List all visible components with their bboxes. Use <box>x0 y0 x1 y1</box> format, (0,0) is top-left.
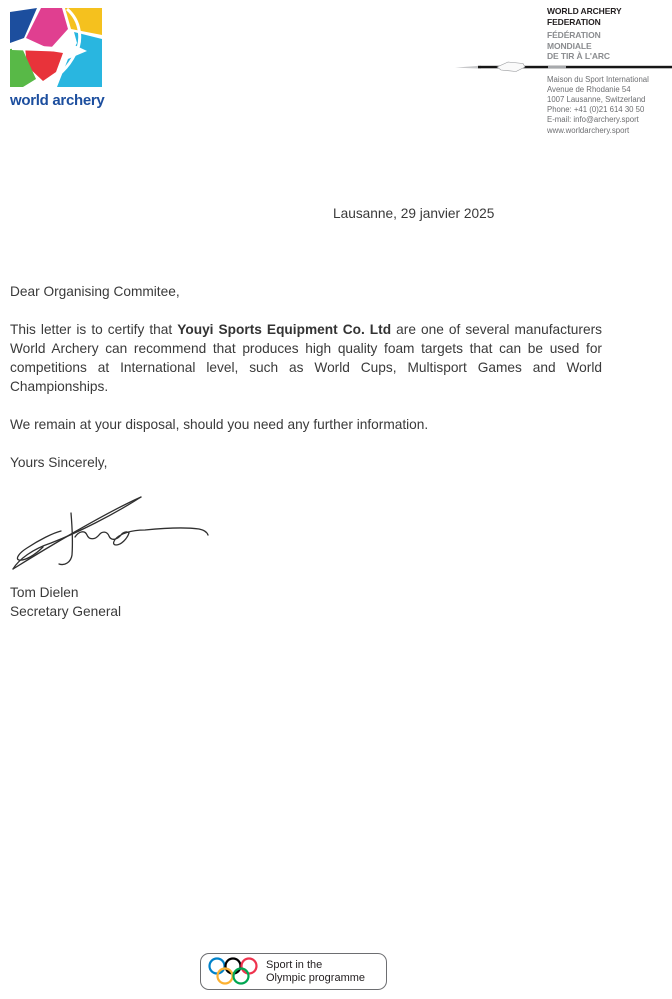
olympic-rings-icon <box>208 956 258 988</box>
olympic-programme-badge <box>200 953 387 990</box>
para1-pre: This letter is to certify that <box>10 322 178 337</box>
org-address <box>547 75 667 136</box>
signer-block <box>10 583 602 621</box>
world-archery-logo-icon <box>10 8 102 90</box>
world-archery-logo <box>10 8 105 109</box>
org-name-line: WORLD ARCHERY <box>547 6 622 16</box>
address-line: www.worldarchery.sport <box>547 125 630 135</box>
badge-text <box>266 959 365 985</box>
arrow-icon <box>455 61 672 73</box>
para1-post: are one of several manufacturers World Archery can recommend that produces high quality foam targets that can be used for competitions at International level, such as World Cups, Multisport Games and World Championships. <box>10 322 602 394</box>
closing: Yours Sincerely, <box>10 455 108 470</box>
address-line: Maison du Sport International <box>547 74 649 84</box>
org-name-line: FEDERATION <box>547 16 601 27</box>
address-line: Phone: +41 (0)21 614 30 50 <box>547 105 645 115</box>
address-line: E-mail: info@archery.sport <box>547 115 639 125</box>
org-name-fr-line: DE TIR À L'ARC <box>547 51 610 61</box>
signer-title: Secretary General <box>10 604 122 619</box>
address-line: Avenue de Rhodanie 54 <box>547 84 631 94</box>
dateline: Lausanne, 29 janvier 2025 <box>333 206 495 221</box>
body-paragraph-1 <box>10 320 602 396</box>
company-name: Youyi Sports Equipment Co. Ltd <box>177 322 392 337</box>
body-paragraph-2: We remain at your disposal, should you need any further information. <box>10 417 429 432</box>
badge-line-1: Sport in the <box>266 958 323 971</box>
badge-line-2: Olympic programme <box>266 971 366 984</box>
signature-image <box>5 485 215 580</box>
org-name-fr-line: MONDIALE <box>547 40 592 51</box>
org-name-fr-line: FÉDÉRATION <box>547 30 601 40</box>
org-name-fr <box>547 30 667 62</box>
salutation: Dear Organising Commitee, <box>10 284 180 299</box>
letter-body <box>10 282 602 621</box>
address-line: 1007 Lausanne, Switzerland <box>547 94 646 104</box>
signer-name: Tom Dielen <box>10 585 79 600</box>
logo-wordmark: world archery <box>10 92 105 109</box>
org-name-en <box>547 6 667 27</box>
